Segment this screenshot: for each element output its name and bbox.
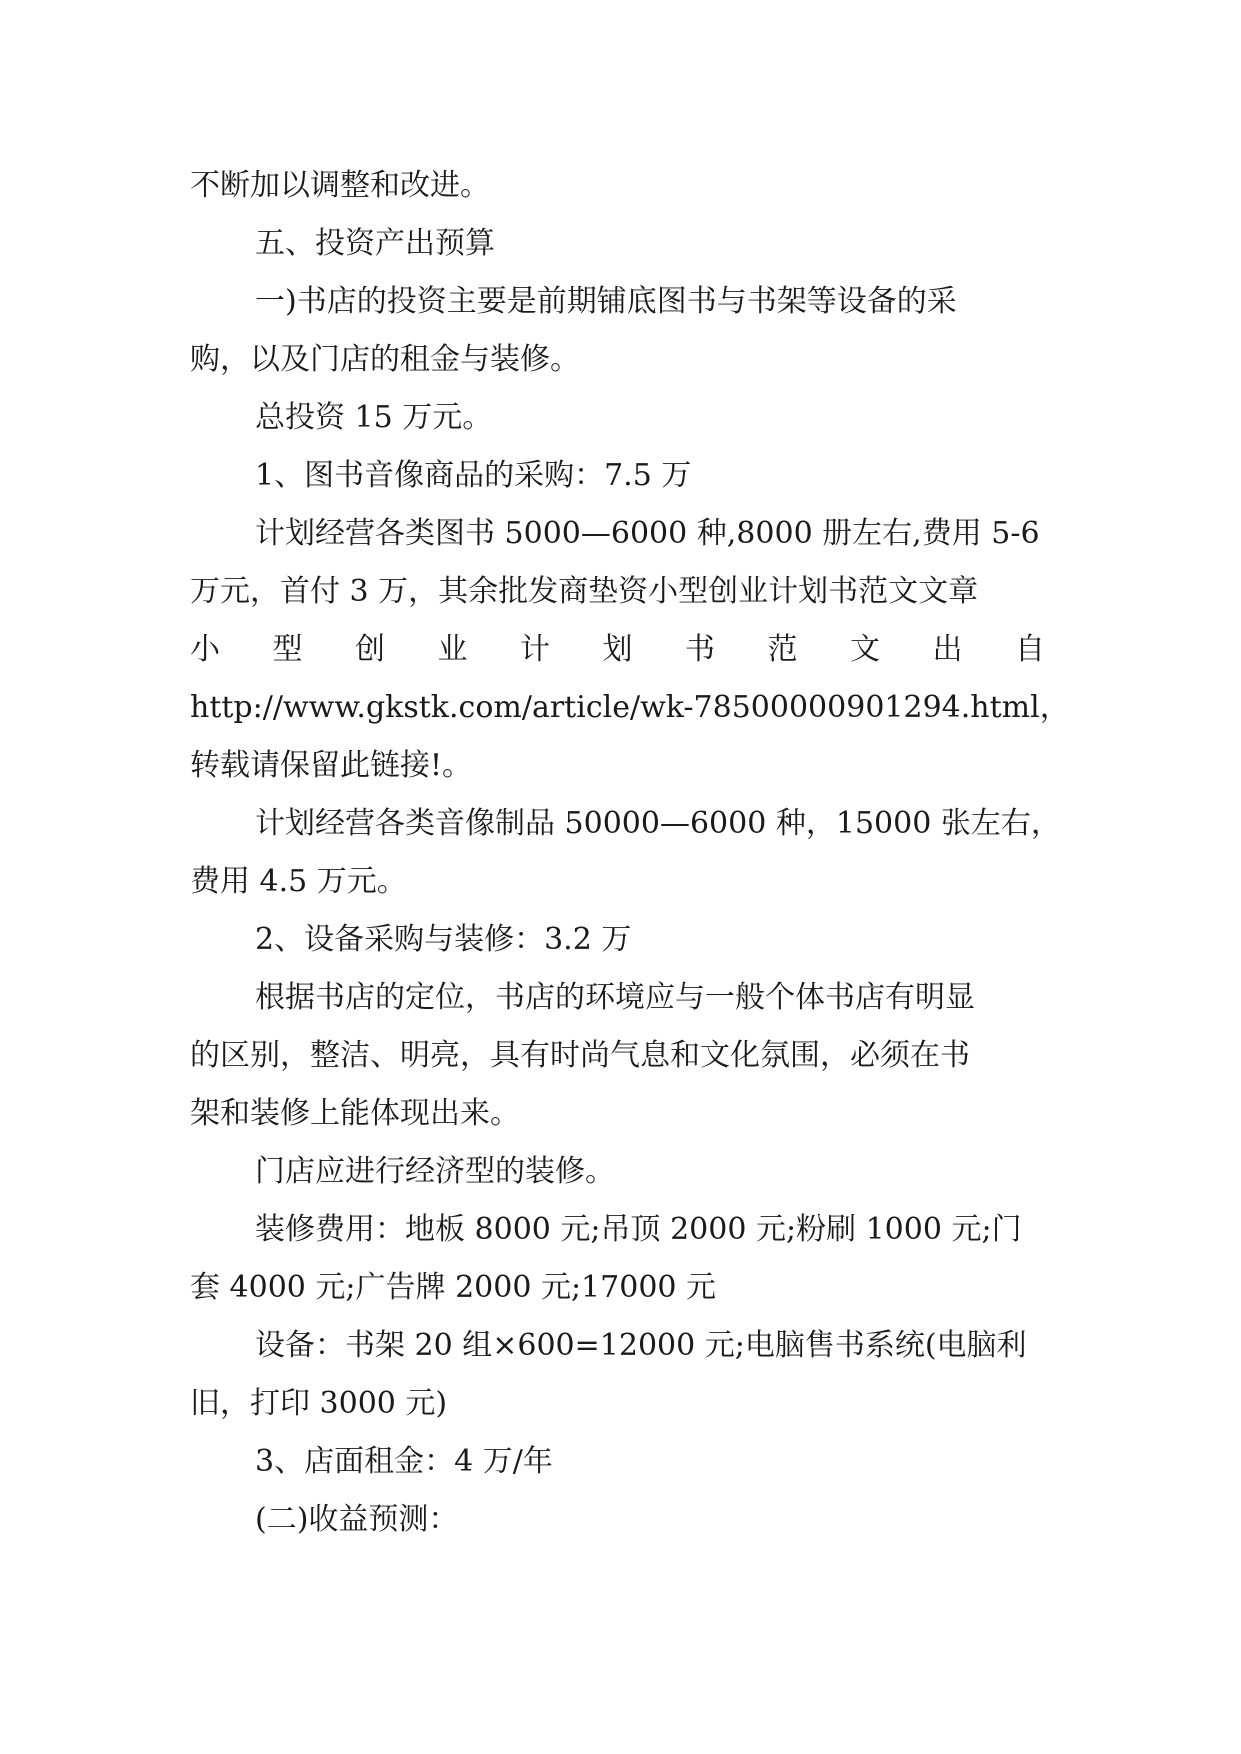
text-line: 一)书店的投资主要是前期铺底图书与书架等设备的采 (255, 284, 957, 319)
text-line: 总投资 15 万元。 (255, 400, 493, 435)
text-line: 套 4000 元;广告牌 2000 元;17000 元 (190, 1270, 717, 1305)
text-line: 购，以及门店的租金与装修。 (190, 342, 580, 377)
section-heading: 五、投资产出预算 (255, 226, 495, 261)
spaced-char: 范 (767, 632, 798, 667)
text-line: 架和装修上能体现出来。 (190, 1096, 520, 1131)
spaced-char: 型 (272, 632, 303, 667)
subsection-heading: 1、图书音像商品的采购：7.5 万 (255, 458, 692, 493)
text-line: 费用 4.5 万元。 (190, 864, 407, 899)
text-line: 设备：书架 20 组×600=12000 元;电脑售书系统(电脑利 (255, 1328, 1027, 1363)
subsection-heading: 3、店面租金：4 万/年 (255, 1444, 553, 1479)
text-line: 旧，打印 3000 元) (190, 1386, 448, 1421)
url-text-line: http://www.gkstk.com/article/wk-78500000901294.html， (190, 690, 1070, 725)
text-line: 的区别，整洁、明亮，具有时尚气息和文化氛围，必须在书 (190, 1038, 970, 1073)
spaced-char: 书 (685, 632, 715, 667)
spaced-char: 计 (520, 632, 550, 667)
spaced-char: 业 (437, 632, 468, 667)
text-line: 计划经营各类音像制品 50000—6000 种，15000 张左右， (255, 806, 1061, 841)
spaced-char: 划 (602, 632, 633, 667)
text-line: 不断加以调整和改进。 (190, 168, 490, 203)
text-line: 门店应进行经济型的装修。 (255, 1154, 615, 1189)
spaced-char: 出 (932, 632, 963, 667)
text-line: 计划经营各类图书 5000—6000 种,8000 册左右,费用 5-6 (255, 516, 1040, 551)
text-line: 根据书店的定位，书店的环境应与一般个体书店有明显 (255, 980, 975, 1015)
spaced-char: 小 (190, 632, 220, 667)
spaced-char: 文 (850, 632, 880, 667)
spaced-char: 创 (355, 632, 385, 667)
text-line: 装修费用：地板 8000 元;吊顶 2000 元;粉刷 1000 元;门 (255, 1212, 1022, 1247)
spaced-text-line (190, 626, 1045, 674)
spaced-char: 自 (1015, 632, 1045, 667)
text-line: 转载请保留此链接!。 (190, 748, 473, 783)
text-line: 万元，首付 3 万，其余批发商垫资小型创业计划书范文文章 (190, 574, 979, 609)
subsection-heading: 2、设备采购与装修：3.2 万 (255, 922, 632, 957)
section-heading: (二)收益预测： (255, 1502, 459, 1537)
